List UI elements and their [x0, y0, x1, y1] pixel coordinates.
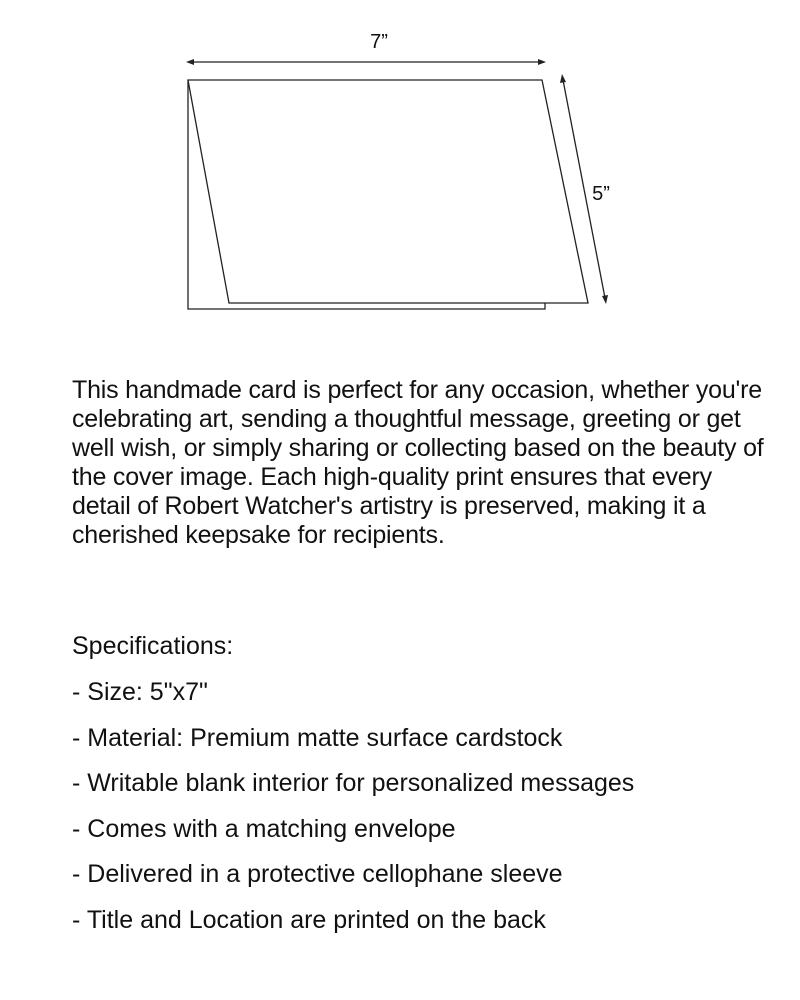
spec-item-size: - Size: 5"x7"	[72, 678, 208, 706]
height-label: 5”	[592, 183, 610, 205]
spec-item-back-print: - Title and Location are printed on the back	[72, 905, 546, 934]
spec-item-material: - Material: Premium matte surface cardstock	[72, 723, 563, 752]
card-front-panel	[188, 80, 588, 303]
folded-card-diagram	[0, 0, 800, 330]
specifications-list	[72, 678, 772, 934]
spec-item-interior: - Writable blank interior for personalized messages	[72, 769, 635, 797]
width-label: 7”	[370, 31, 388, 53]
spec-item-envelope: - Comes with a matching envelope	[72, 814, 456, 843]
spec-item-sleeve: - Delivered in a protective cellophane sleeve	[72, 860, 563, 888]
width-dimension-arrow	[186, 59, 546, 65]
specifications-section	[72, 632, 772, 951]
card-description: This handmade card is perfect for any occasion, whether you're celebrating art, sending a thoughtful message, greeting or get well wish, or simply sharing or collecting based on the beauty of the cover image. Each high-quality print ensures that every detail of Robert Watcher's artistry is preserved, making it a cherished keepsake for recipients.	[72, 376, 764, 549]
specifications-heading: Specifications:	[72, 632, 234, 660]
